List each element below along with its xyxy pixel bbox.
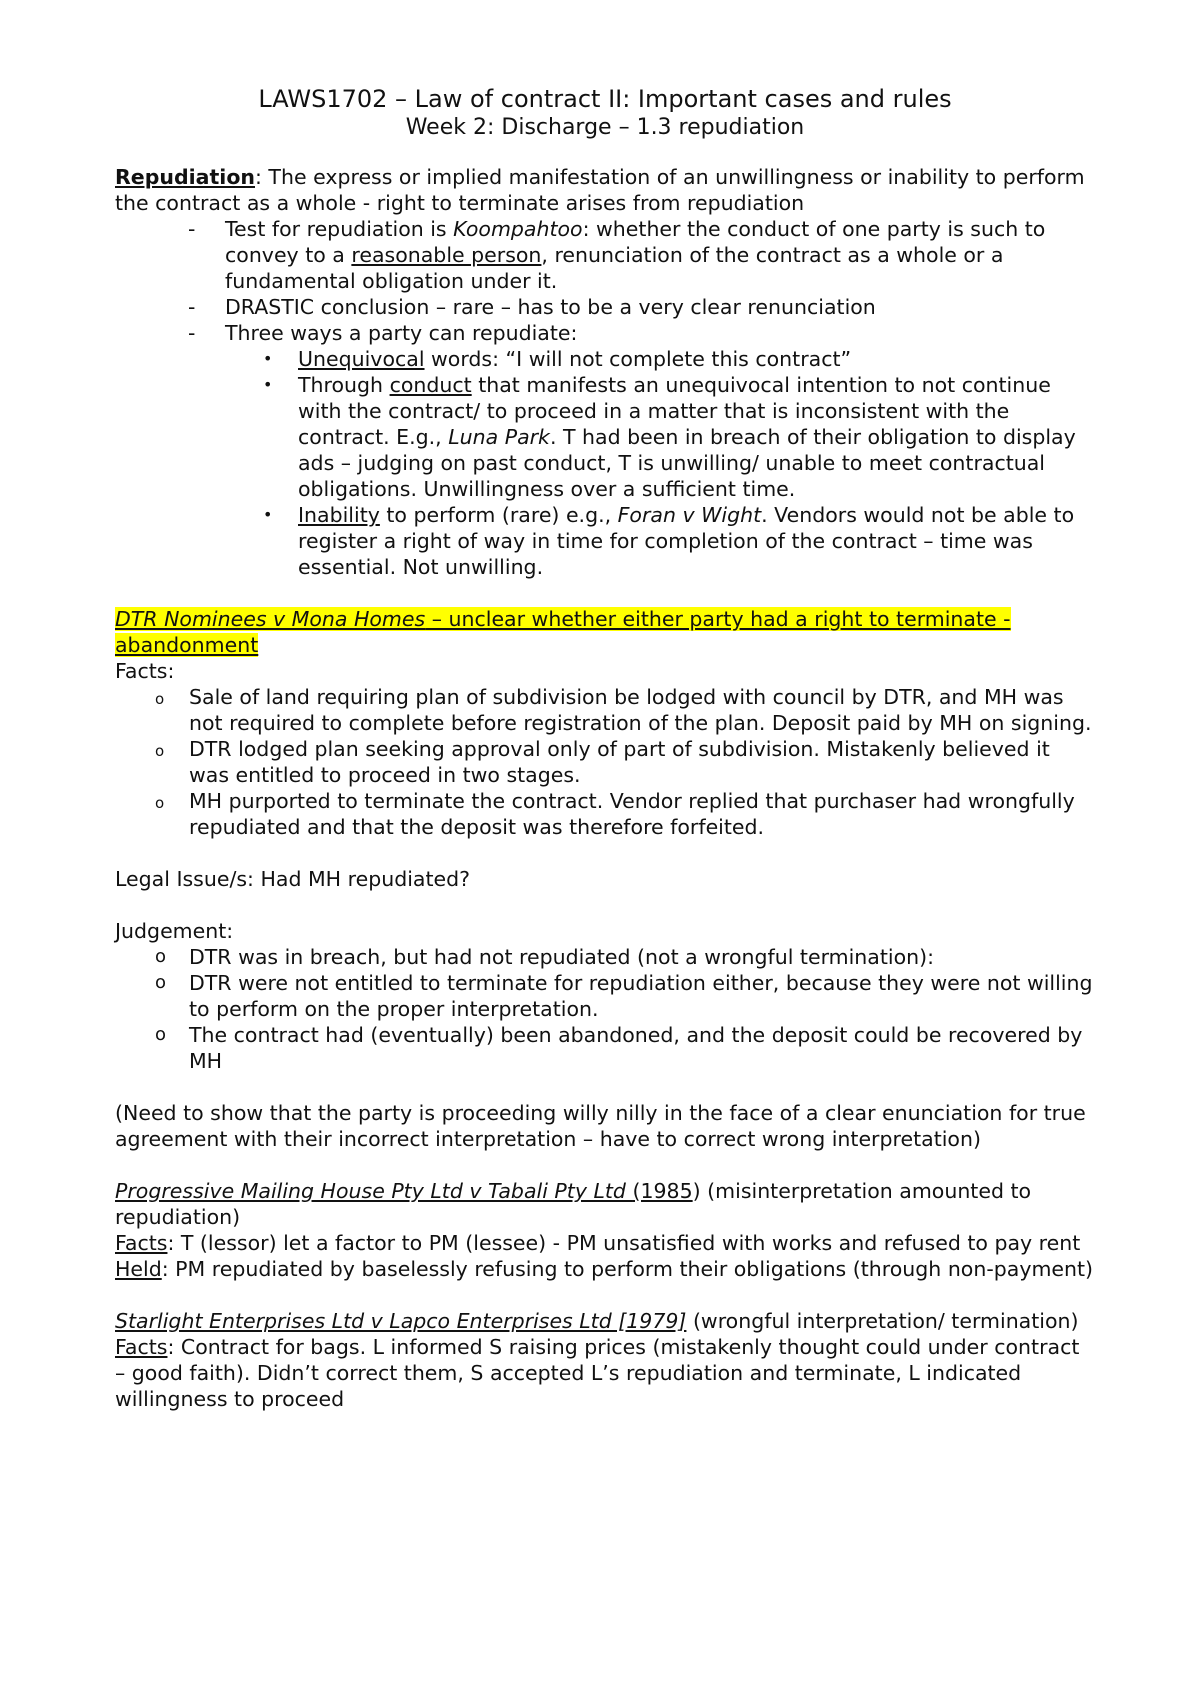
repudiation-term: Repudiation	[115, 165, 255, 189]
dtr-heading: DTR Nominees v Mona Homes – unclear whether either party had a right to terminate - abandonment	[115, 607, 1011, 657]
dtr-note: (Need to show that the party is proceeding willy nilly in the face of a clear enunciation for true agreement with their incorrect interpretation – have to correct wrong interpretation)	[115, 1101, 1086, 1151]
dtr-judgement-label: Judgement:	[115, 919, 234, 943]
list-item: • Inability to perform (rare) e.g., Foran v Wight. Vendors would not be able to register a right of way in time for completion of the contract – time was essential. Not unwilling.	[263, 503, 1075, 579]
bullet-marker: •	[263, 505, 273, 524]
page-subtitle: Week 2: Discharge – 1.3 repudiation	[405, 115, 805, 140]
starlight-facts: Facts: Contract for bags. L informed S raising prices (mistakenly thought could under contract – good faith). Didn’t correct them, S accepted L’s repudiation and terminate, L indicated willingness to proceed	[115, 1335, 1080, 1411]
list-item: o MH purported to terminate the contract. Vendor replied that purchaser had wrongfully repudiated and that the deposit was therefore forfeited.	[155, 789, 1075, 839]
case-name: Progressive Mailing House Pty Ltd v Tabali Pty Ltd	[115, 1179, 633, 1203]
list-item: • Through conduct that manifests an unequivocal intention to not continue with the contract/ to proceed in a matter that is inconsistent with the contract. E.g., Luna Park. T had been in breach of their obligation to display ads – judging on past conduct, T is unwilling/ unable to meet contractual obligations. Unwillingness over a sufficient time.	[263, 373, 1076, 501]
case-name: Luna Park	[448, 425, 550, 449]
repudiation-definition	[115, 164, 1095, 216]
list-item: o DTR lodged plan seeking approval only of part of subdivision. Mistakenly believed it was entitled to proceed in two stages.	[155, 737, 1050, 787]
dtr-facts-list	[115, 684, 1095, 840]
list-item: - Test for repudiation is Koompahtoo: whether the conduct of one party is such to convey to a reasonable person, renunciation of the contract as a whole or a fundamental obligation under it.	[188, 217, 1046, 293]
spacer	[115, 1152, 1095, 1178]
pmh-held: Held: PM repudiated by baselessly refusing to perform their obligations (through non-payment)	[115, 1257, 1094, 1281]
dash-marker: -	[188, 321, 196, 345]
list-item: o DTR were not entitled to terminate for repudiation either, because they were not willing to perform on the proper interpretation.	[155, 971, 1093, 1021]
dash-marker: -	[188, 295, 196, 319]
o-marker: o	[155, 794, 165, 812]
list-item: o Sale of land requiring plan of subdivision be lodged with council by DTR, and MH was not required to complete before registration of the plan. Deposit paid by MH on signing.	[155, 685, 1092, 735]
spacer	[115, 580, 1095, 606]
dtr-facts-label: Facts:	[115, 659, 175, 683]
case-name: DTR Nominees v Mona Homes	[115, 607, 426, 631]
case-name: Koompahtoo	[453, 217, 583, 241]
page-title: LAWS1702 – Law of contract II: Important cases and rules	[258, 85, 952, 113]
spacer	[115, 892, 1095, 918]
list-item: o The contract had (eventually) been abandoned, and the deposit could be recovered by MH	[155, 1023, 1083, 1073]
list-item: - DRASTIC conclusion – rare – has to be a very clear renunciation	[188, 295, 876, 319]
list-item: • Unequivocal words: “I will not complete this contract”	[263, 347, 852, 371]
case-name: Foran v Wight	[617, 503, 762, 527]
pmh-facts: Facts: T (lessor) let a factor to PM (lessee) - PM unsatisfied with works and refused to pay rent	[115, 1231, 1081, 1255]
o-marker: o	[155, 972, 167, 993]
document-page	[115, 84, 1095, 1412]
bullet-marker: •	[263, 349, 273, 368]
spacer	[115, 1074, 1095, 1100]
spacer	[115, 1282, 1095, 1308]
o-marker: o	[155, 690, 165, 708]
list-item: - Three ways a party can repudiate: • Unequivocal words: “I will not complete this contract” • Through conduct that manifests an unequivocal intention to not continue with the contract/ to proceed in a matter that is inconsistent with the contract. E.g., Luna Park. T had been in breach of their obligation to display ads – judging on past conduct, T is unwilling/ unable to meet contractual obligations. Unwillingness over a sufficient time. • Inability to perform (rare) e.g., Foran v Wight. Vendors would not be able to register a right of way in time for completion of the contract – time was essential. Not unwilling.	[115, 320, 1095, 580]
o-marker: o	[155, 742, 165, 760]
repudiation-ways	[225, 346, 1095, 580]
o-marker: o	[155, 946, 167, 967]
starlight-heading: Starlight Enterprises Ltd v Lapco Enterprises Ltd [1979] (wrongful interpretation/ termination)	[115, 1309, 1079, 1333]
list-item: o DTR was in breach, but had not repudiated (not a wrongful termination):	[155, 945, 935, 969]
bullet-marker: •	[263, 375, 273, 394]
repudiation-points	[115, 216, 1095, 580]
dtr-judgement-list	[115, 944, 1095, 1074]
spacer	[115, 840, 1095, 866]
repudiation-definition-text: : The express or implied manifestation of an unwillingness or inability to perform the contract as a whole - right to terminate arises from repudiation	[115, 165, 1085, 215]
dtr-legal-issue: Legal Issue/s: Had MH repudiated?	[115, 867, 471, 891]
dash-marker: -	[188, 217, 196, 241]
o-marker: o	[155, 1024, 167, 1045]
case-name: Starlight Enterprises Ltd v Lapco Enterprises Ltd [1979]	[115, 1309, 687, 1333]
pmh-heading: Progressive Mailing House Pty Ltd v Tabali Pty Ltd (1985) (misinterpretation amounted to repudiation)	[115, 1179, 1032, 1229]
